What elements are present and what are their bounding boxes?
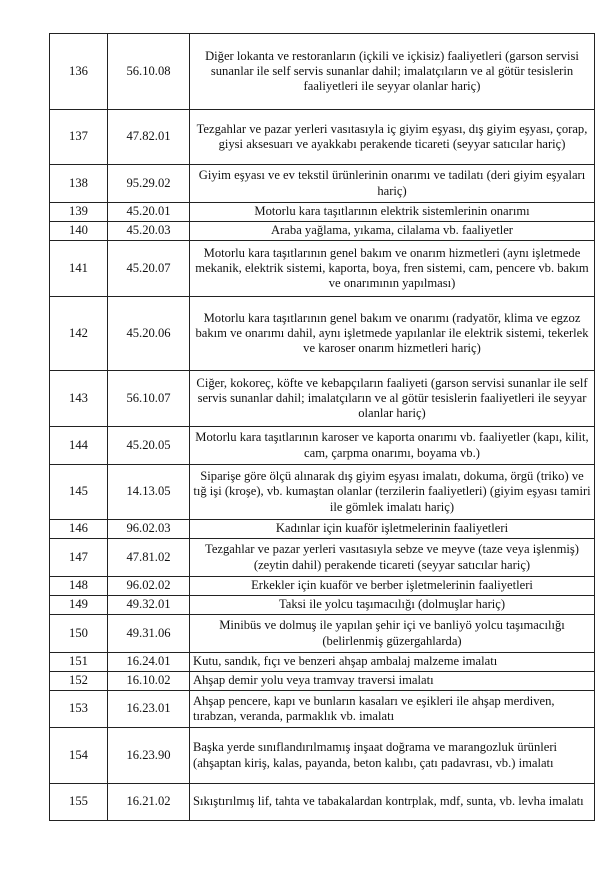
table-row xyxy=(50,784,595,821)
table-row xyxy=(50,222,595,241)
activity-description-cell: Minibüs ve dolmuş ile yapılan şehir içi ve banliyö yolcu taşımacılığı (belirlenmiş güzergahlarda) xyxy=(190,615,595,653)
table-row xyxy=(50,371,595,427)
activity-description-cell: Motorlu kara taşıtlarının karoser ve kaporta onarımı vb. faaliyetler (kapı, kilit, cam, çarpma onarımı, boyama vb.) xyxy=(190,427,595,465)
activity-description-cell: Ahşap demir yolu veya tramvay traversi imalatı xyxy=(190,672,595,691)
activity-code-cell: 49.32.01 xyxy=(108,596,190,615)
activity-code-cell: 47.82.01 xyxy=(108,110,190,165)
table-row xyxy=(50,465,595,520)
activity-description-cell: Araba yağlama, yıkama, cilalama vb. faaliyetler xyxy=(190,222,595,241)
activity-description-cell: Motorlu kara taşıtlarının genel bakım ve onarım hizmetleri (aynı işletmede mekanik, elektrik sistemi, kaporta, boya, fren sistemi, cam, pencere vb. bakım ve onarımının yapılması) xyxy=(190,241,595,297)
row-number-cell: 144 xyxy=(50,427,108,465)
activity-description-cell: Tezgahlar ve pazar yerleri vasıtasıyla iç giyim eşyası, dış giyim eşyası, çorap, giysi aksesuarı ve ayakkabı perakende ticareti (seyyar satıcılar hariç) xyxy=(190,110,595,165)
activity-code-cell: 45.20.01 xyxy=(108,203,190,222)
row-number-cell: 142 xyxy=(50,297,108,371)
table-row xyxy=(50,653,595,672)
activity-code-cell: 14.13.05 xyxy=(108,465,190,520)
activity-code-cell: 45.20.03 xyxy=(108,222,190,241)
table-row xyxy=(50,110,595,165)
row-number-cell: 136 xyxy=(50,34,108,110)
activity-description-cell: Diğer lokanta ve restoranların (içkili ve içkisiz) faaliyetleri (garson servisi sunanlar ile self servis sunanlar dahil; imalatçıların ve al götür tesislerin faaliyetleri ile seyyar olanlar hariç) xyxy=(190,34,595,110)
activity-code-cell: 16.10.02 xyxy=(108,672,190,691)
activity-description-cell: Motorlu kara taşıtlarının elektrik sistemlerinin onarımı xyxy=(190,203,595,222)
activity-description-cell: Ahşap pencere, kapı ve bunların kasaları ve eşikleri ile ahşap merdiven, tırabzan, veranda, parmaklık vb. imalatı xyxy=(190,691,595,728)
row-number-cell: 143 xyxy=(50,371,108,427)
activity-code-cell: 45.20.07 xyxy=(108,241,190,297)
table-row xyxy=(50,520,595,539)
row-number-cell: 147 xyxy=(50,539,108,577)
activity-description-cell: Motorlu kara taşıtlarının genel bakım ve onarımı (radyatör, klima ve egzoz bakım ve onarımı dahil, aynı işletmede yapılanlar ile elektrik sistemi, tekerlek ve karoser onarım hizmetleri hariç) xyxy=(190,297,595,371)
activity-code-table xyxy=(49,33,595,821)
activity-code-cell: 45.20.06 xyxy=(108,297,190,371)
table-row xyxy=(50,615,595,653)
table-row xyxy=(50,34,595,110)
activity-code-cell: 56.10.07 xyxy=(108,371,190,427)
activity-code-cell: 16.23.90 xyxy=(108,728,190,784)
activity-code-cell: 16.24.01 xyxy=(108,653,190,672)
row-number-cell: 139 xyxy=(50,203,108,222)
table-body xyxy=(50,34,595,821)
row-number-cell: 155 xyxy=(50,784,108,821)
activity-description-cell: Kadınlar için kuaför işletmelerinin faaliyetleri xyxy=(190,520,595,539)
row-number-cell: 138 xyxy=(50,165,108,203)
table-row xyxy=(50,297,595,371)
row-number-cell: 145 xyxy=(50,465,108,520)
row-number-cell: 151 xyxy=(50,653,108,672)
activity-code-cell: 96.02.03 xyxy=(108,520,190,539)
table-row xyxy=(50,539,595,577)
table-row xyxy=(50,165,595,203)
row-number-cell: 150 xyxy=(50,615,108,653)
row-number-cell: 137 xyxy=(50,110,108,165)
table-row xyxy=(50,596,595,615)
activity-description-cell: Taksi ile yolcu taşımacılığı (dolmuşlar hariç) xyxy=(190,596,595,615)
activity-description-cell: Tezgahlar ve pazar yerleri vasıtasıyla sebze ve meyve (taze veya işlenmiş) (zeytin dahil) perakende ticareti (seyyar satıcılar hariç) xyxy=(190,539,595,577)
activity-description-cell: Başka yerde sınıflandırılmamış inşaat doğrama ve marangozluk ürünleri (ahşaptan kiriş, kalas, payanda, beton kalıbı, çatı padavrası, vb.) imalatı xyxy=(190,728,595,784)
activity-code-cell: 49.31.06 xyxy=(108,615,190,653)
activity-description-cell: Kutu, sandık, fıçı ve benzeri ahşap ambalaj malzeme imalatı xyxy=(190,653,595,672)
activity-code-cell: 16.21.02 xyxy=(108,784,190,821)
activity-description-cell: Sıkıştırılmış lif, tahta ve tabakalardan kontrplak, mdf, sunta, vb. levha imalatı xyxy=(190,784,595,821)
table-row xyxy=(50,691,595,728)
activity-description-cell: Erkekler için kuaför ve berber işletmelerinin faaliyetleri xyxy=(190,577,595,596)
activity-description-cell: Ciğer, kokoreç, köfte ve kebapçıların faaliyeti (garson servisi sunanlar ile self servis sunanlar dahil; imalatçıların ve al götür tesislerin faaliyetleri ile seyyar olanlar hariç) xyxy=(190,371,595,427)
activity-description-cell: Giyim eşyası ve ev tekstil ürünlerinin onarımı ve tadilatı (deri giyim eşyaları hariç) xyxy=(190,165,595,203)
activity-code-cell: 16.23.01 xyxy=(108,691,190,728)
activity-description-cell: Siparişe göre ölçü alınarak dış giyim eşyası imalatı, dokuma, örgü (triko) ve tığ işi (kroşe), vb. kumaştan olanlar (terzilerin faaliyetleri) (giyim eşyası tamiri ile gömlek imalatı hariç) xyxy=(190,465,595,520)
activity-code-cell: 47.81.02 xyxy=(108,539,190,577)
table-row xyxy=(50,728,595,784)
table-row xyxy=(50,241,595,297)
row-number-cell: 154 xyxy=(50,728,108,784)
table-row xyxy=(50,427,595,465)
row-number-cell: 140 xyxy=(50,222,108,241)
activity-code-cell: 45.20.05 xyxy=(108,427,190,465)
row-number-cell: 141 xyxy=(50,241,108,297)
activity-code-cell: 95.29.02 xyxy=(108,165,190,203)
row-number-cell: 146 xyxy=(50,520,108,539)
row-number-cell: 149 xyxy=(50,596,108,615)
activity-code-cell: 56.10.08 xyxy=(108,34,190,110)
table-row xyxy=(50,672,595,691)
activity-code-cell: 96.02.02 xyxy=(108,577,190,596)
row-number-cell: 153 xyxy=(50,691,108,728)
row-number-cell: 152 xyxy=(50,672,108,691)
table-row xyxy=(50,203,595,222)
row-number-cell: 148 xyxy=(50,577,108,596)
table-row xyxy=(50,577,595,596)
